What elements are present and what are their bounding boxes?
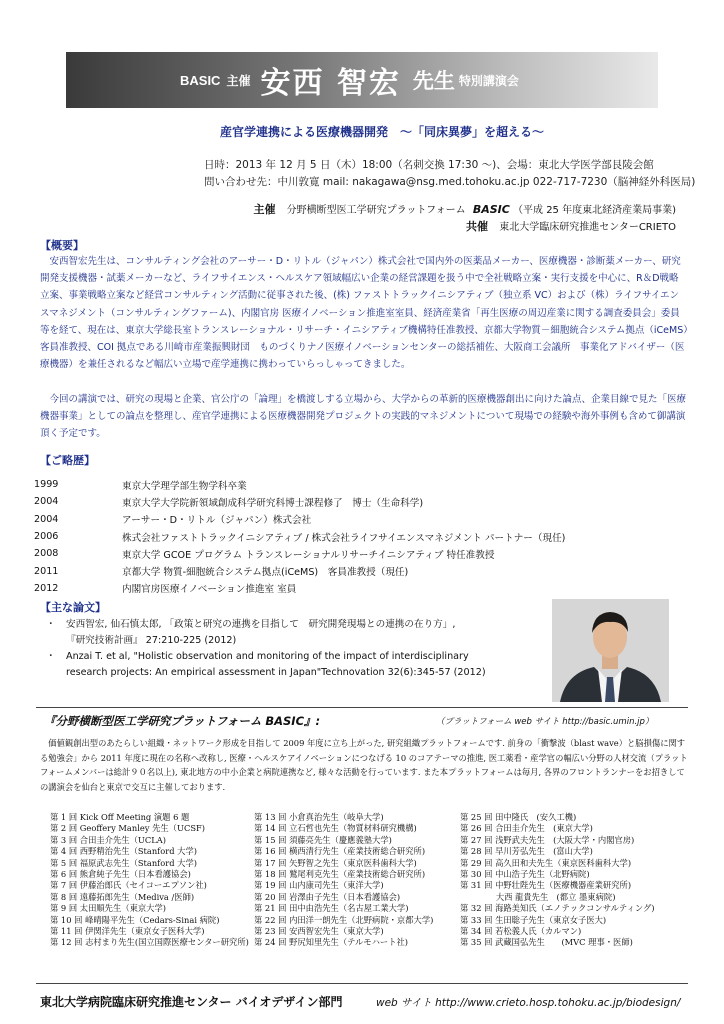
lecture-subtitle: 産官学連携による医療機器開発 ～「同床異夢」を超える～ xyxy=(219,125,544,139)
paper-item: ・ Anzai T. et al, "Holistic observation and monitoring of the impact of interdisciplinary research projects: An empirical assessment in Japan"Technovation 32(6):345-57 (2012) xyxy=(46,651,486,678)
table-row: 2008 東京大学 GCOE プログラム トランスレーショナルリサーチイニシアティブ 特任准教授 xyxy=(34,548,495,561)
list-item: 第 23 回 安西智宏先生（東京大学) xyxy=(254,925,384,936)
list-item: 第 30 回 中山浩子先生（北野病院) xyxy=(460,868,590,879)
list-item: 第 6 回 熊倉純子先生（日本看護協会) xyxy=(50,868,191,879)
bullet: ・ xyxy=(46,619,56,630)
table-row: 2004 東京大学大学院新領域創成科学研究科博士課程修了 博士（生命科学) xyxy=(34,496,424,509)
list-item: 第 16 回 横西清行先生（産業技術総合研究所) xyxy=(254,846,426,857)
lecture-list-column-2 xyxy=(254,812,433,949)
main-organizer-name: 分野横断型医工学研究プラットフォーム xyxy=(286,205,466,216)
list-item: 第 26 回 合田圭介先生 (東京大学) xyxy=(460,823,593,834)
list-item: 大西 龍貴先生 (都立 墨東病院) xyxy=(460,891,616,902)
main-organizer-label: 主催 xyxy=(253,203,276,216)
basic-label: BASIC xyxy=(180,72,221,88)
main-organizer-note: （平成 25 年度東北経済産業局事業) xyxy=(513,205,676,216)
list-item: 第 7 回 伊藤治郎氏（セイコーエプソン社) xyxy=(50,880,207,891)
bullet: ・ xyxy=(46,651,56,662)
overview-paragraph-2: 今回の講演では、研究の現場と企業、官公庁の「論理」を橋渡しする立場から、大学からの革新的医療機器創出に向けた論点、企業目線で見た「医療機器事業」としての論点を整理し、産官学連携による医療機器開発プロジェクトの実践的マネジメントについて現場での経験や海外事例も含めて御講演頂く予定です。 xyxy=(40,394,687,440)
list-item: 第 4 回 西野精治先生（Stanford 大学) xyxy=(50,846,197,857)
list-item: 第 21 回 田中由浩先生（名古屋工業大学) xyxy=(254,903,409,914)
list-item: 第 33 回 生田聡子先生（東京女子医大) xyxy=(460,914,607,925)
overview-heading: 【概要】 xyxy=(40,239,84,252)
list-item: 第 14 回 立石哲也先生（物質材料研究機構) xyxy=(254,823,417,834)
portrait-illustration xyxy=(552,599,669,702)
platform-description: 価値観創出型のあたらしい組織・ネットワーク形成を目指して 2009 年度に立ち上がった, 研究組織プラットフォームです. 前身の「衝撃波（blast wave）と脳損傷に関する勉強会」から 2011 年度に現在の名称へ改称し, 医療・ヘルスケアイノベーションにつなげる 10 のコアテーマの推進, 医工薬看・産学官の幅広い分野の人材交流（プラットフォームメンバーは総計９０名以上), 東北地方の中小企業と病院連携など, 様々な活動を行っています. また本プラットフォームは毎月, 各界のフロントランナーをお招きしての講演会を仙台と東京で交互に主催しております. xyxy=(40,738,688,793)
platform-website-link[interactable]: （プラットフォーム web サイト http://basic.umin.jp） xyxy=(436,717,654,727)
footer-department-name: 東北大学病院臨床研究推進センター バイオデザイン部門 xyxy=(40,995,343,1009)
event-contact: 問い合わせ先：中川敦寛 mail: nakagawa@nsg.med.tohoku.ac.jp 022-717-7230（脳神経外科医局) xyxy=(204,176,696,188)
table-row: 2011 京都大学 物質-細胞統合システム拠点(iCeMS) 客員准教授（現任) xyxy=(34,565,409,579)
table-row: 1999 東京大学理学部生物学科卒業 xyxy=(34,479,247,492)
list-item: 第 19 回 山内康司先生（東洋大学) xyxy=(254,880,384,891)
title-banner xyxy=(66,52,658,108)
lecture-label: 特別講演会 xyxy=(458,73,519,88)
list-item: 第 24 回 野尻知里先生（テルモハート社) xyxy=(254,937,409,948)
list-item: 第 8 回 遠藤拓郎先生（Mediva /医師) xyxy=(50,891,195,902)
list-item: 第 10 回 峰晴陽平先生（Cedars-Sinai 病院) xyxy=(50,914,220,925)
list-item: 第 34 回 若松義人氏（カルマン) xyxy=(460,925,582,936)
co-organizer xyxy=(0,218,676,234)
list-item: 第 35 回 武藏国弘先生 (MVC 理事・医師) xyxy=(460,937,633,948)
list-item: 第 1 回 Kick Off Meeting 演題 6 題 xyxy=(50,812,190,822)
paper-item: ・ 安西智宏, 仙石慎太郎, 「政策と研究の連携を目指して 研究開発現場との連携の在り方」, 『研究技術計画』 27:210-225 (2012) xyxy=(46,619,456,646)
list-item: 第 27 回 浅野武夫先生 (大阪大学・内閣官房) xyxy=(460,834,635,845)
event-datetime: 日時：2013 年 12 月 5 日（木）18:00（名刺交換 17:30 ～)、会場：東北大学医学部艮陵会館 xyxy=(204,159,654,171)
list-item: 第 11 回 伊関洋先生（東京女子医科大学) xyxy=(50,925,205,936)
table-row: 2004 アーサー・D・リトル（ジャパン）株式会社 xyxy=(34,513,312,527)
list-item: 第 2 回 Geoffery Manley 先生（UCSF) xyxy=(50,823,205,834)
speaker-name: 安西 智宏 xyxy=(260,66,401,101)
list-item: 第 15 回 須藤亮先生（慶應義塾大学) xyxy=(254,834,392,845)
table-row: 2012 内閣官房医療イノベーション推進室 室員 xyxy=(34,582,297,596)
main-organizer xyxy=(0,201,676,217)
host-label: 主催 xyxy=(226,73,251,88)
list-item: 第 22 回 内田洋一朗先生（北野病院・京都大学) xyxy=(254,914,434,925)
list-item: 第 29 回 高久田和夫先生（東京医科歯科大学) xyxy=(460,857,632,868)
speaker-photo xyxy=(552,599,669,702)
list-item: 第 3 回 合田圭介先生（UCLA) xyxy=(50,834,166,845)
speaker-honorific: 先生 xyxy=(412,69,455,93)
list-item: 第 9 回 太田順先生（東京大学) xyxy=(50,903,166,914)
list-item: 第 5 回 福原武志先生（Stanford 大学) xyxy=(50,857,197,868)
lecture-list-column-1 xyxy=(50,812,249,949)
main-organizer-basic: BASIC xyxy=(472,203,510,216)
overview-paragraph-1: 安西智宏先生は、コンサルティング会社のアーサー・D・リトル（ジャパン）株式会社で国内外の医薬品メーカー、医療機器・診断薬メーカー、研究開発支援機器・試薬メーカーなど、ライフサイエンス・ヘルスケア領域幅広い企業の経営課題を扱う中で全社戦略立案・実行支援を中心に、R＆D戦略立案、事業戦略立案など経営コンサルティング活動に従事された後、(株) ファストトラックイニシアティブ（独立系 VC）および（株）ライフサイエンスマネジメント（コンサルティングファーム)、内閣官房 医療イノベーション推進室室員、経済産業省「再生医療の周辺産業に関する調査委員会」委員等を経て、現在は、東京大学総長室トランスレーショナル・リサーチ・イニシアティブ機構特任准教授、京都大学物質－細胞統合システム拠点（iCeMS）客員准教授、COI 拠点である川崎市産業振興財団 ものづくりナノ医療イノベーションセンターの総括補佐、大阪商工会議所 事業化アドバイザー（医療機器）を兼任されるなど幅広い立場で産学連携に携わっていらっしゃってきました。 xyxy=(40,256,688,371)
list-item: 第 18 回 鷲尾利克先生（産業技術総合研究所) xyxy=(254,868,426,879)
list-item: 第 20 回 岩澤由子先生（日本看護協会) xyxy=(254,891,401,902)
section-divider xyxy=(36,707,688,708)
list-item: 第 17 回 矢野智之先生（東京医科歯科大学) xyxy=(254,857,417,868)
lecture-list-column-3 xyxy=(460,812,655,949)
papers-heading: 【主な論文】 xyxy=(40,601,106,614)
list-item: 第 12 回 志村まり先生(国立国際医療センター研究所) xyxy=(50,937,249,948)
platform-title: 『分野横断型医工学研究プラットフォーム BASIC』: xyxy=(44,714,321,728)
list-item: 第 31 回 中野壮陛先生（医療機器産業研究所) xyxy=(460,880,632,891)
section-divider xyxy=(36,983,688,984)
footer-website-link[interactable]: web サイト http://www.crieto.hosp.tohoku.ac.jp/biodesign/ xyxy=(376,997,681,1009)
list-item: 第 28 回 早川芳弘先生 (富山大学) xyxy=(460,846,593,857)
event-info xyxy=(204,157,695,191)
list-item: 第 13 回 小倉真治先生（岐阜大学) xyxy=(254,812,384,822)
career-table xyxy=(34,476,565,597)
co-organizer-name: 東北大学臨床研究推進センターCRIETO xyxy=(499,222,676,233)
list-item: 第 32 回 海路美知氏（エノテックコンサルティング) xyxy=(460,903,655,914)
table-row: 2006 株式会社ファストトラックイニシアティブ / 株式会社ライフサイエンスマネジメント パートナー（現任) xyxy=(34,531,566,544)
list-item: 第 25 回 田中隆氏 (安久工機) xyxy=(460,812,577,822)
career-heading: 【ご略歴】 xyxy=(40,454,95,467)
co-organizer-label: 共催 xyxy=(466,220,489,233)
